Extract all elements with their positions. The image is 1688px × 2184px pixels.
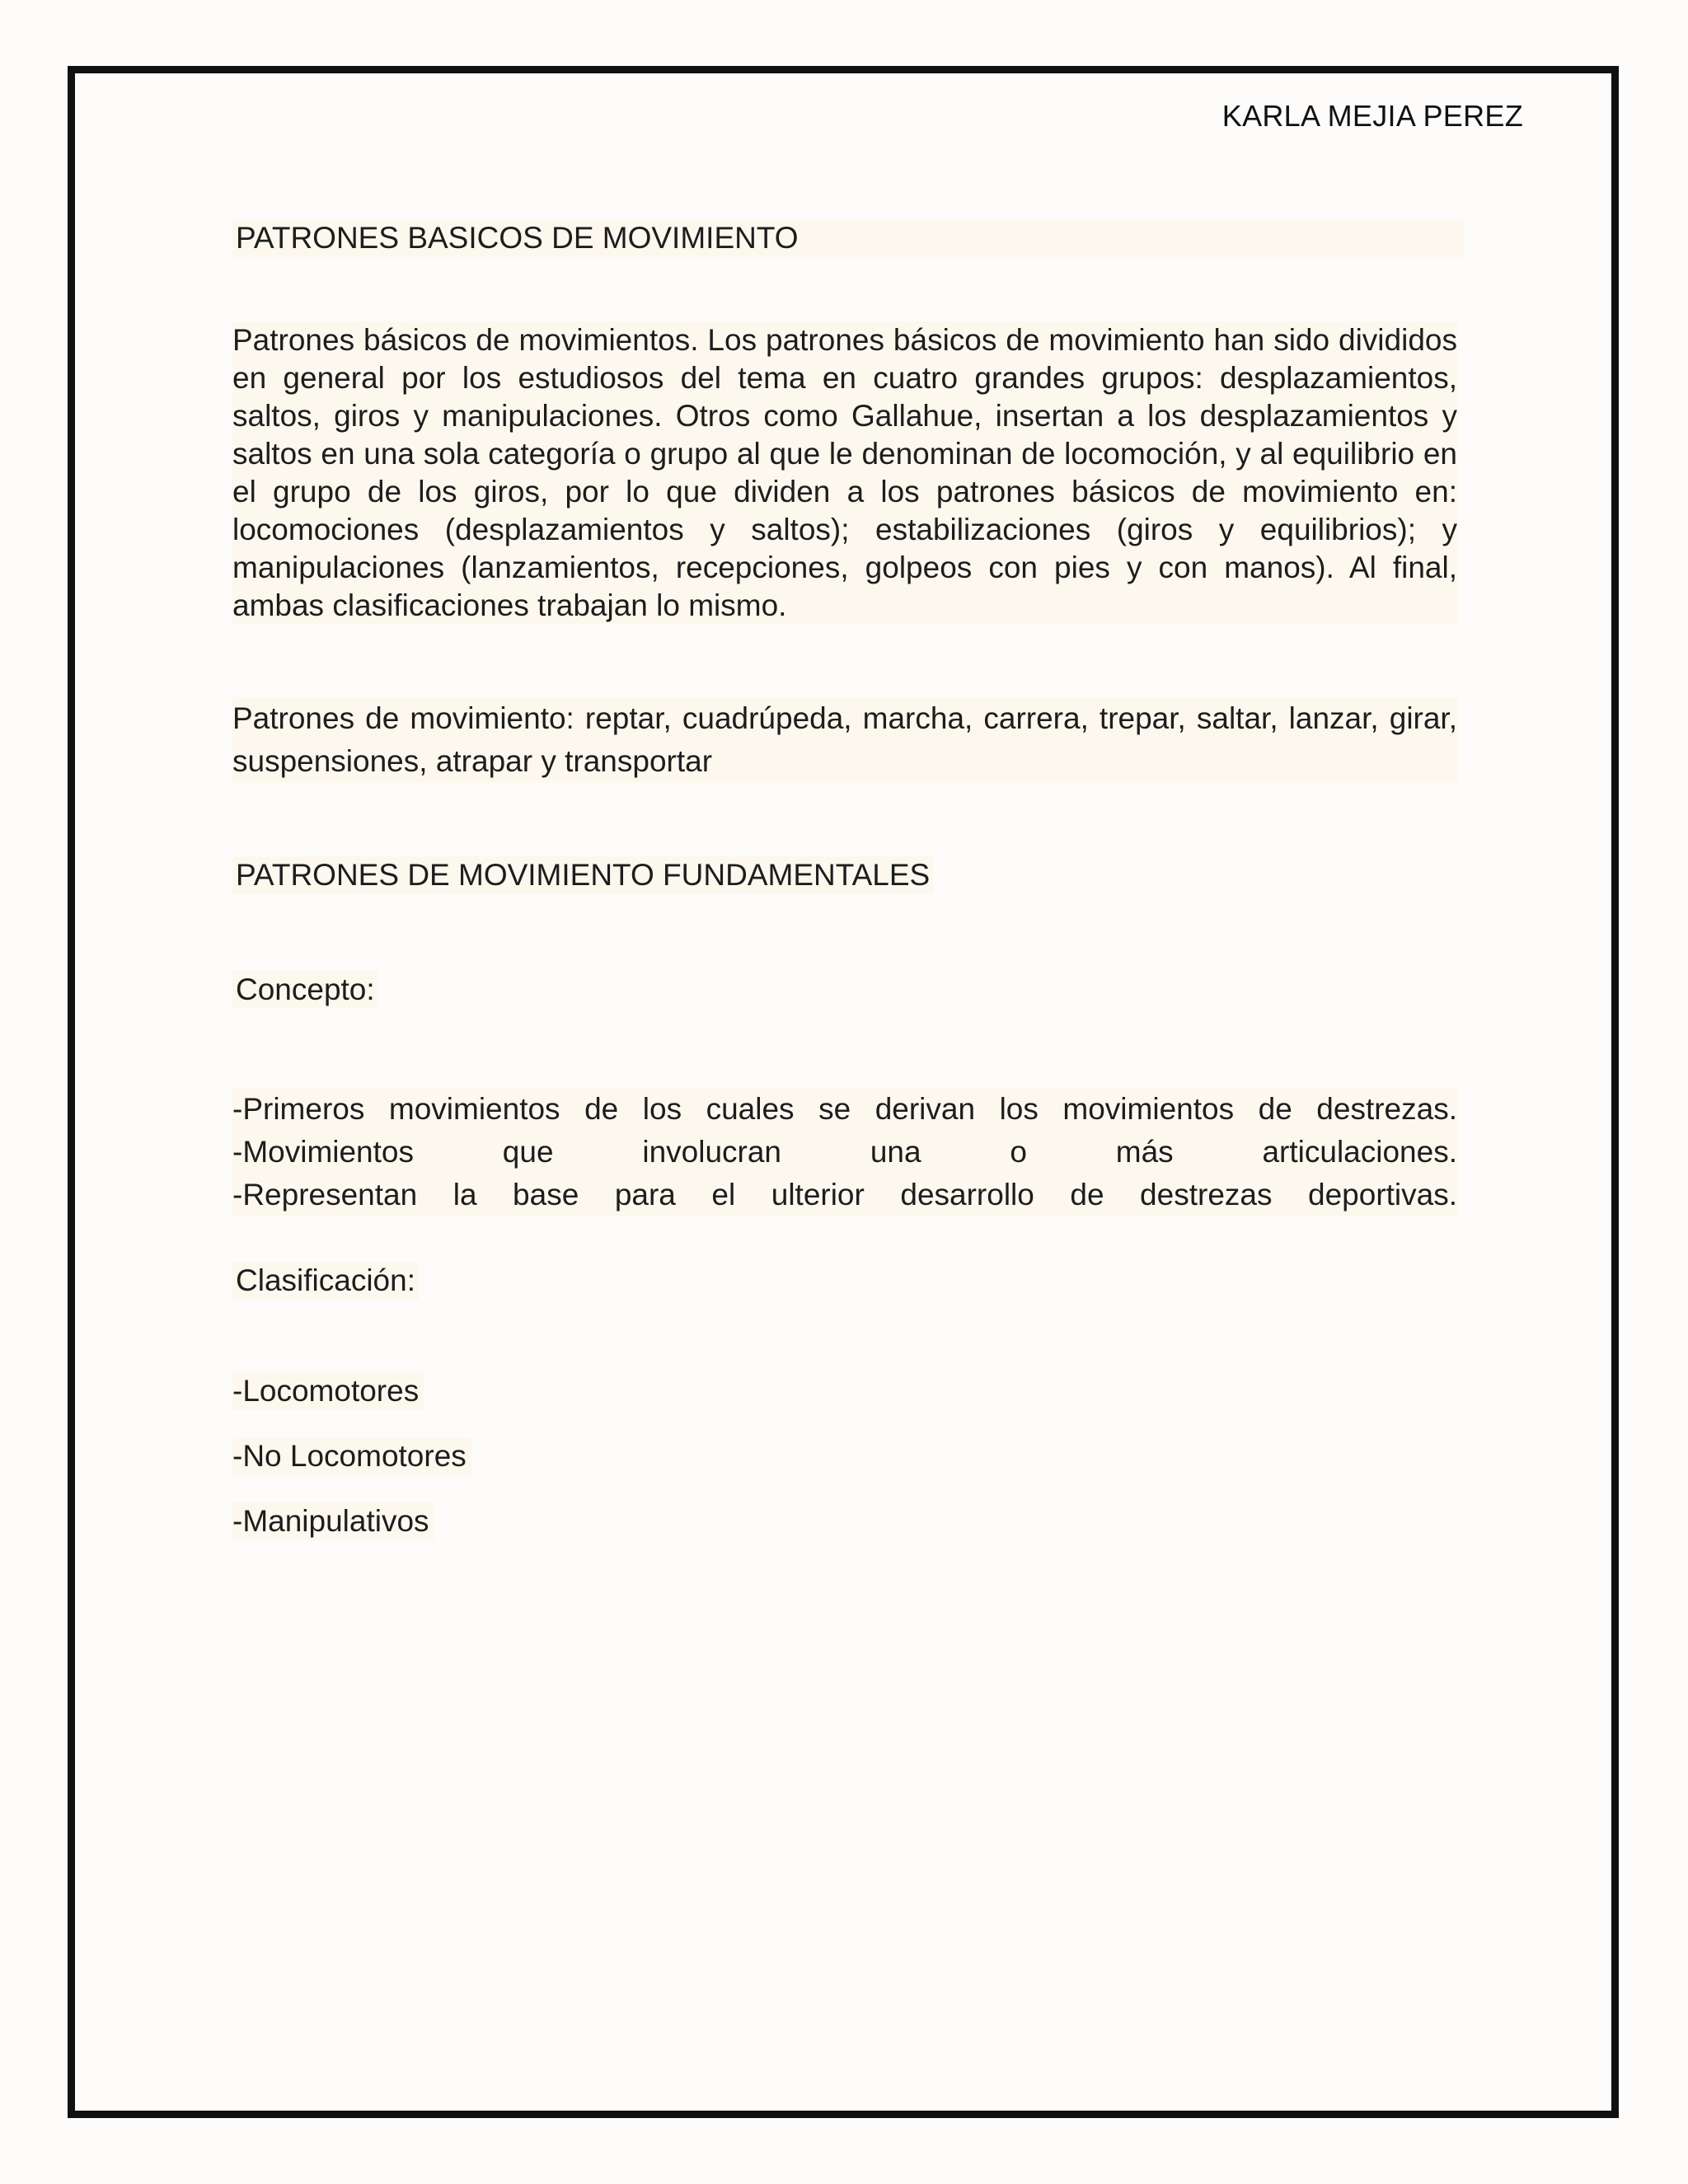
concept-item: -Representan la base para el ulterior desarrollo de destrezas deportivas. [232, 1178, 1457, 1212]
section-title-fundamental-patterns: PATRONES DE MOVIMIENTO FUNDAMENTALES [232, 856, 933, 894]
concept-list [232, 1088, 1457, 1216]
paragraph-movement-patterns [232, 697, 1457, 783]
classification-label: Clasificación: [232, 1262, 419, 1300]
author-name: KARLA MEJIA PEREZ [1221, 99, 1523, 133]
classification-item-locomotores: -Locomotores [232, 1372, 424, 1410]
concept-item: -Primeros movimientos de los cuales se derivan los movimientos de destrezas. [232, 1092, 1457, 1126]
concept-item: -Movimientos que involucran una o más articulaciones. [232, 1135, 1457, 1169]
paragraph-basic-patterns-text: Patrones básicos de movimientos. Los patrones básicos de movimiento han sido divididos en general por los estudiosos del tema en cuatro grandes grupos: desplazamientos, saltos, giros y manipulaciones. Otros como Gallahue, insertan a los desplazamientos y saltos en una sola categoría o grupo al que le denominan de locomoción, y al equilibrio en el grupo de los giros, por lo que dividen a los patrones básicos de movimiento en: locomociones (desplazamientos y saltos); estabilizaciones (giros y equilibrios); y manipulaciones (lanzamientos, recepciones, golpeos con pies y con manos). Al final, ambas clasificaciones trabajan lo mismo. [232, 323, 1457, 622]
classification-item-no-locomotores: -No Locomotores [232, 1437, 471, 1475]
concept-label: Concepto: [232, 971, 378, 1009]
paragraph-basic-patterns [232, 321, 1457, 625]
paragraph-movement-patterns-text: Patrones de movimiento: reptar, cuadrúpeda, marcha, carrera, trepar, saltar, lanzar, girar, suspensiones, atrapar y transportar [232, 697, 1457, 783]
section-title-basic-patterns: PATRONES BASICOS DE MOVIMIENTO [232, 219, 1464, 257]
classification-item-manipulativos: -Manipulativos [232, 1502, 434, 1540]
